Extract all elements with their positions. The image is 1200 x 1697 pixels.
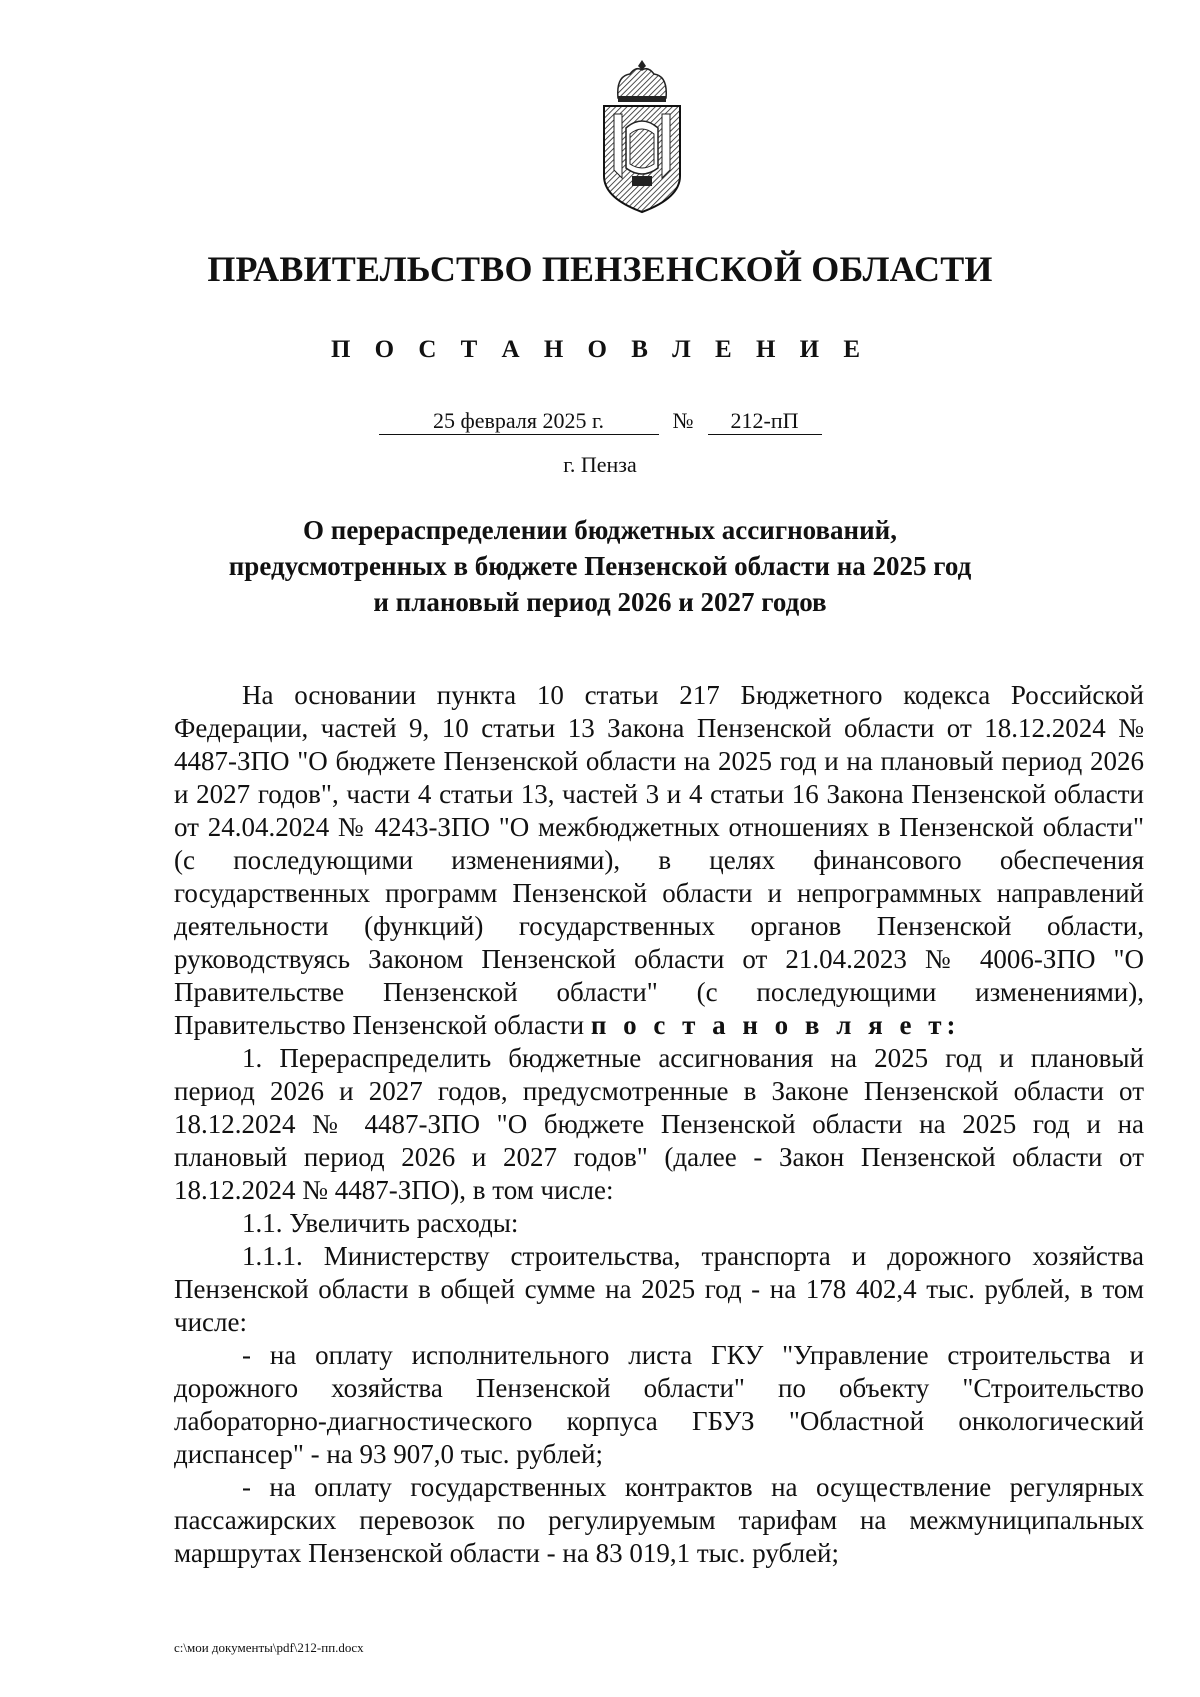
- document-number: 212-пП: [708, 408, 822, 435]
- dash-item: - на оплату исполнительного листа ГКУ "Управление строительства и дорожного хозяйства Пензенской области" по объекту "Строительство лабораторно-диагностического корпуса ГБУЗ "Областной онкологический диспансер" - на 93 907,0 тыс. рублей;: [174, 1340, 1144, 1469]
- subject-line: О перераспределении бюджетных ассигнований,: [303, 515, 897, 545]
- document-subject: [0, 512, 1200, 620]
- document-body: [174, 679, 1144, 1570]
- date-number-line: [0, 408, 1200, 435]
- city: г. Пенза: [563, 452, 637, 477]
- document-type: П О С Т А Н О В Л Е Н И Е: [330, 336, 870, 363]
- item-paragraph: 1.1. Увеличить расходы:: [242, 1208, 519, 1238]
- government-title: ПРАВИТЕЛЬСТВО ПЕНЗЕНСКОЙ ОБЛАСТИ: [207, 249, 993, 289]
- subject-line: предусмотренных в бюджете Пензенской области на 2025 год: [228, 551, 972, 581]
- document-date: 25 февраля 2025 г.: [379, 408, 659, 435]
- subject-line: и плановый период 2026 и 2027 годов: [373, 587, 827, 617]
- item-paragraph: 1.1.1. Министерству строительства, транспорта и дорожного хозяйства Пензенской области в общей сумме на 2025 год - на 178 402,4 тыс. рублей, в том числе:: [174, 1241, 1144, 1337]
- penza-coat-of-arms-icon: [596, 58, 688, 216]
- number-sign: №: [672, 408, 694, 433]
- footer-file-path: c:\мои документы\pdf\212-пп.docx: [174, 1640, 364, 1655]
- dash-item: - на оплату государственных контрактов на осуществление регулярных пассажирских перевозок по регулируемым тарифам на межмуниципальных маршрутах Пензенской области - на 83 019,1 тыс. рублей;: [174, 1472, 1144, 1568]
- preamble-paragraph: [174, 679, 1144, 1042]
- item-paragraph: 1. Перераспределить бюджетные ассигнования на 2025 год и плановый период 2026 и 2027 годов, предусмотренные в Законе Пензенской области от 18.12.2024 № 4487-ЗПО "О бюджете Пензенской области на 2025 год и на плановый период 2026 и 2027 годов" (далее - Закон Пензенской области от 18.12.2024 № 4487-ЗПО), в том числе:: [174, 1043, 1144, 1205]
- preamble-text: На основании пункта 10 статьи 217 Бюджетного кодекса Российской Федерации, частей 9, 10 статьи 13 Закона Пензенской области от 18.12.2024 № 4487-ЗПО "О бюджете Пензенской области на 2025 год и на плановый период 2026 и 2027 годов", части 4 статьи 13, частей 3 и 4 статьи 16 Закона Пензенской области от 24.04.2024 № 4243-ЗПО "О межбюджетных отношениях в Пензенской области" (с последующими изменениями), в целях финансового обеспечения государственных программ Пензенской области и непрограммных направлений деятельности (функций) государственных органов Пензенской области, руководствуясь Законом Пензенской области от 21.04.2023 № 4006-ЗПО "О Правительстве Пензенской области" (с последующими изменениями), Правительство Пензенской области: [174, 680, 1144, 1040]
- resolves-word: п о с т а н о в л я е т:: [590, 1010, 961, 1040]
